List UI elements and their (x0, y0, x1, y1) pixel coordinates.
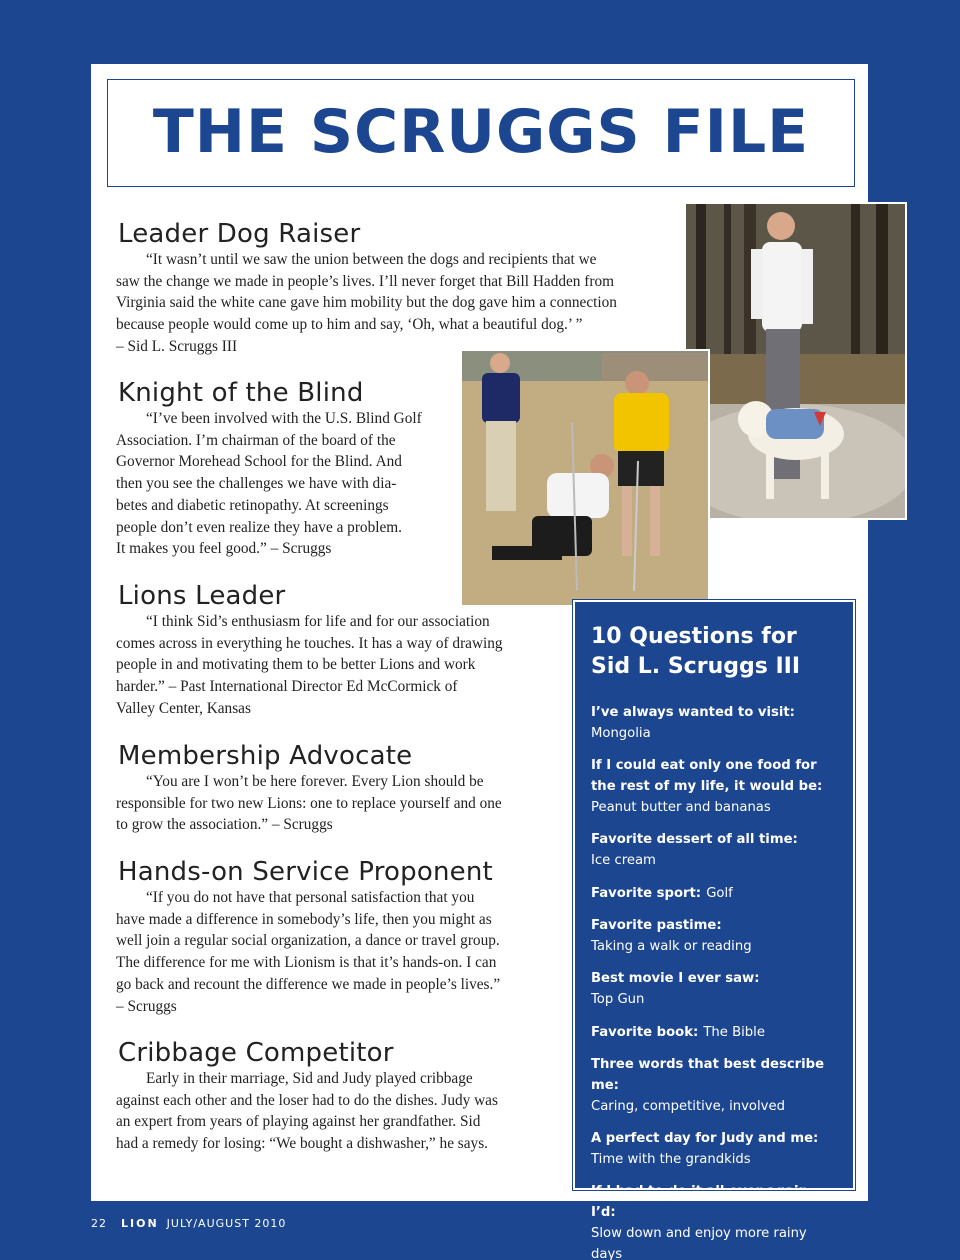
question-text: Three words that best describe me: (591, 1057, 825, 1093)
golf-photo (460, 349, 710, 607)
answer-text: Top Gun (591, 992, 645, 1007)
section-heading: Knight of the Blind (118, 378, 364, 408)
section-body: “You are I won’t be here forever. Every Lion should be responsible for two new Lions: one to replace yourself and one to grow the association.” – Scruggs (116, 773, 502, 834)
question-item (591, 882, 837, 904)
page-footer (91, 1217, 286, 1230)
question-text: I’ve always wanted to visit: (591, 705, 795, 720)
answer-text: Mongolia (591, 726, 651, 741)
section-membership-advocate (116, 741, 566, 836)
question-item (591, 968, 837, 1010)
man-with-dog-photo (684, 202, 907, 520)
answer-text: Ice cream (591, 853, 656, 868)
issue-date: JULY/AUGUST 2010 (166, 1217, 287, 1230)
answer-text: Caring, competitive, involved (591, 1099, 785, 1114)
section-heading: Lions Leader (118, 581, 286, 611)
question-text: A perfect day for Judy and me: (591, 1131, 819, 1146)
answer-text: Taking a walk or reading (591, 939, 752, 954)
section-lions-leader (116, 581, 566, 720)
section-heading: Membership Advocate (118, 741, 413, 771)
answer-text: Peanut butter and bananas (591, 800, 771, 815)
question-text: the rest of my life, it would be: (591, 779, 823, 794)
question-text: Favorite pastime: (591, 918, 722, 933)
section-body: Early in their marriage, Sid and Judy played cribbage against each other and the loser had to do the dishes. Judy was an expert from years of playing against her grandfather. Sid had a remedy for losing: “We bought a dishwasher,” he says. (116, 1070, 498, 1153)
section-cribbage-competitor (116, 1038, 566, 1155)
question-item (591, 1021, 837, 1043)
answer-text: Golf (706, 886, 733, 901)
question-text: If I could eat only one food for (591, 758, 817, 773)
section-heading: Hands-on Service Proponent (118, 857, 493, 887)
answer-text: Slow down and enjoy more rainy days (591, 1226, 807, 1260)
question-item (591, 755, 837, 818)
question-item (591, 1054, 837, 1117)
magazine-name: LION (121, 1217, 159, 1230)
ten-questions-sidebar (573, 600, 855, 1260)
section-leader-dog-raiser (116, 219, 676, 358)
golf-putting-photo-icon (462, 351, 708, 605)
question-text: If I had to do it all over again, I’d: (591, 1184, 813, 1220)
section-body: “I think Sid’s enthusiasm for life and for our association comes across in everything he touches. It has a way of drawing people in and motivating them to be better Lions and work harder.” – Past International Director Ed McCormick of Valley Center, Kansas (116, 613, 503, 717)
question-item (591, 1128, 837, 1170)
answer-text: The Bible (703, 1025, 765, 1040)
section-hands-on-service-proponent (116, 857, 566, 1017)
question-item (591, 915, 837, 957)
question-text: Best movie I ever saw: (591, 971, 760, 986)
question-item (591, 829, 837, 871)
section-body: “I’ve been involved with the U.S. Blind Golf Association. I’m chairman of the board of the Governor Morehead School for the Blind. And then you see the challenges we have with dia- betes and diabetic retinopathy. At screenings people don’t even realize they have a problem. It makes you feel good.” – Scruggs (116, 410, 422, 558)
page-title: THE SCRUGGS FILE (152, 97, 810, 167)
section-heading: Cribbage Competitor (118, 1038, 394, 1068)
question-text: Favorite dessert of all time: (591, 832, 798, 847)
question-text: Favorite book: (591, 1025, 699, 1040)
page-number: 22 (91, 1217, 107, 1230)
section-body: “It wasn’t until we saw the union between the dogs and recipients that we saw the change we made in people’s lives. I’ll never forget that Bill Hadden from Virginia said the white cane gave him mobility but the dog gave him a connection because people would come up to him and say, ‘Oh, what a beautiful dog.’ ” – Sid L. Scruggs III (116, 251, 617, 355)
title-box (107, 79, 855, 187)
section-knight-of-the-blind (116, 378, 456, 560)
section-heading: Leader Dog Raiser (118, 219, 361, 249)
man-with-leader-dog-photo-icon (686, 204, 905, 518)
section-body: “If you do not have that personal satisfaction that you have made a difference in somebody’s life, then you might as well join a regular social organization, a dance or travel group. The difference for me with Lionism is that it’s hands-on. I can go back and recount the difference we made in people’s lives.” – Scruggs (116, 889, 501, 1015)
answer-text: Time with the grandkids (591, 1152, 751, 1167)
question-text: Favorite sport: (591, 886, 702, 901)
question-item (591, 1181, 837, 1260)
questions-title: 10 Questions for Sid L. Scruggs III (591, 624, 801, 679)
question-item (591, 702, 837, 744)
